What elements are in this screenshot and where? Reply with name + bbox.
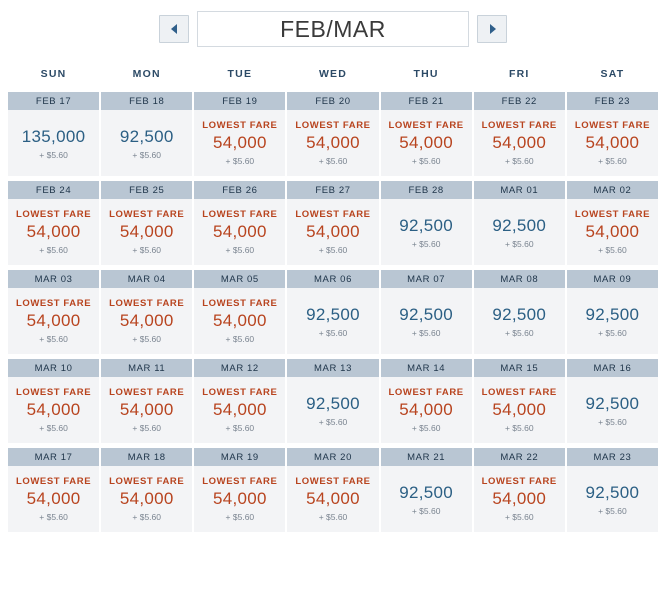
calendar-week [8, 181, 658, 265]
lowest-fare-label: LOWEST FARE [15, 476, 92, 487]
fare-amount: 54,000 [26, 222, 81, 241]
fare-amount: 92,500 [306, 393, 360, 413]
date-label: MAR 11 [101, 359, 192, 377]
lowest-fare-label: LOWEST FARE [109, 387, 185, 398]
date-label: FEB 19 [194, 92, 285, 110]
date-label: FEB 22 [474, 92, 565, 110]
date-label: MAR 03 [8, 270, 99, 288]
date-label: MAR 14 [381, 359, 472, 377]
date-label: FEB 24 [8, 181, 99, 199]
date-label: MAR 06 [287, 270, 378, 288]
calendar-week [8, 448, 658, 532]
fare-amount: 54,000 [212, 311, 267, 330]
weekday-sun: SUN [40, 68, 67, 80]
date-label: MAR 21 [381, 448, 472, 466]
fare-cell[interactable] [194, 377, 285, 443]
fare-tax: + $5.60 [132, 245, 162, 255]
lowest-fare-label: LOWEST FARE [481, 120, 557, 131]
lowest-fare-label: LOWEST FARE [388, 387, 464, 398]
weekday-sat: SAT [600, 68, 625, 80]
date-label: MAR 20 [287, 448, 378, 466]
lowest-fare-label: LOWEST FARE [15, 298, 92, 309]
date-header-row [8, 92, 658, 110]
fare-cell[interactable] [381, 110, 472, 176]
fare-tax: + $5.60 [411, 327, 441, 338]
fare-tax: + $5.60 [132, 334, 162, 344]
fare-cell[interactable] [8, 199, 99, 265]
fare-cell[interactable] [567, 466, 658, 532]
calendar-week [8, 270, 658, 354]
fare-tax: + $5.60 [411, 238, 441, 249]
fare-amount: 92,500 [306, 304, 360, 324]
date-label: MAR 10 [8, 359, 99, 377]
fare-amount: 54,000 [26, 311, 81, 330]
fare-cell[interactable] [8, 377, 99, 443]
date-label: MAR 07 [381, 270, 472, 288]
fare-amount: 92,500 [585, 482, 640, 502]
fare-amount: 54,000 [399, 133, 454, 152]
lowest-fare-label: LOWEST FARE [202, 209, 278, 220]
fare-cell[interactable] [381, 466, 472, 532]
fare-tax: + $5.60 [504, 156, 534, 166]
fare-tax: + $5.60 [132, 512, 162, 522]
date-label: MAR 13 [287, 359, 378, 377]
fare-row [8, 199, 658, 265]
lowest-fare-label: LOWEST FARE [15, 387, 92, 398]
fare-cell[interactable] [101, 110, 192, 176]
fare-amount: 54,000 [119, 400, 174, 419]
fare-amount: 54,000 [399, 400, 454, 419]
fare-tax: + $5.60 [132, 423, 162, 433]
fare-tax: + $5.60 [318, 327, 348, 338]
fare-amount: 92,500 [585, 393, 640, 413]
fare-cell[interactable] [101, 288, 192, 354]
fare-cell[interactable] [287, 377, 378, 443]
lowest-fare-label: LOWEST FARE [388, 120, 464, 131]
date-label: MAR 04 [101, 270, 192, 288]
lowest-fare-label: LOWEST FARE [295, 476, 371, 487]
fare-cell[interactable] [194, 466, 285, 532]
fare-amount: 54,000 [212, 133, 267, 152]
lowest-fare-label: LOWEST FARE [202, 476, 278, 487]
lowest-fare-label: LOWEST FARE [295, 120, 371, 131]
lowest-fare-label: LOWEST FARE [15, 209, 92, 220]
fare-amount: 92,500 [585, 304, 640, 324]
fare-cell[interactable] [567, 199, 658, 265]
fare-tax: + $5.60 [318, 512, 348, 522]
fare-tax: + $5.60 [504, 327, 534, 338]
date-header-row [8, 359, 658, 377]
calendar-week [8, 92, 658, 176]
fare-cell[interactable] [381, 377, 472, 443]
fare-row [8, 288, 658, 354]
lowest-fare-label: LOWEST FARE [481, 387, 557, 398]
fare-amount: 54,000 [212, 400, 267, 419]
fare-cell[interactable] [287, 199, 378, 265]
fare-amount: 54,000 [306, 489, 360, 508]
calendar-header [8, 6, 658, 52]
fare-tax: + $5.60 [39, 512, 68, 522]
previous-month-button[interactable] [159, 15, 189, 43]
fare-tax: + $5.60 [411, 505, 441, 516]
fare-cell[interactable] [474, 377, 565, 443]
weekday-tue: TUE [227, 68, 253, 80]
weekday-wed: WED [318, 68, 348, 80]
fare-amount: 92,500 [399, 482, 454, 502]
fare-cell[interactable] [474, 110, 565, 176]
fare-cell[interactable] [474, 288, 565, 354]
date-label: MAR 18 [101, 448, 192, 466]
fare-amount: 54,000 [26, 489, 81, 508]
fare-cell[interactable] [8, 466, 99, 532]
fare-row [8, 377, 658, 443]
fare-tax: + $5.60 [318, 416, 348, 427]
fare-tax: + $5.60 [132, 149, 162, 160]
weekday-mon: MON [132, 68, 161, 80]
fare-cell[interactable] [567, 377, 658, 443]
fare-amount: 92,500 [399, 304, 454, 324]
date-label: MAR 01 [474, 181, 565, 199]
chevron-right-icon [488, 24, 497, 34]
fare-tax: + $5.60 [598, 245, 627, 255]
month-title: FEB/MAR [197, 11, 469, 47]
fare-tax: + $5.60 [504, 423, 534, 433]
fare-tax: + $5.60 [504, 512, 534, 522]
date-label: FEB 20 [287, 92, 378, 110]
fare-amount: 54,000 [119, 311, 174, 330]
fare-tax: + $5.60 [225, 334, 255, 344]
date-label: MAR 08 [474, 270, 565, 288]
fare-calendar [0, 6, 666, 532]
date-label: MAR 19 [194, 448, 285, 466]
fare-tax: + $5.60 [411, 423, 441, 433]
calendar-weeks [8, 92, 658, 532]
fare-amount: 54,000 [212, 489, 267, 508]
fare-amount: 54,000 [212, 222, 267, 241]
fare-row [8, 466, 658, 532]
date-label: MAR 12 [194, 359, 285, 377]
date-header-row [8, 270, 658, 288]
fare-tax: + $5.60 [225, 512, 255, 522]
fare-tax: + $5.60 [225, 423, 255, 433]
fare-tax: + $5.60 [598, 505, 627, 516]
fare-cell[interactable] [474, 199, 565, 265]
fare-tax: + $5.60 [318, 156, 348, 166]
lowest-fare-label: LOWEST FARE [574, 209, 651, 220]
fare-amount: 92,500 [399, 215, 454, 235]
calendar-week [8, 359, 658, 443]
date-label: FEB 28 [381, 181, 472, 199]
weekday-fri: FRI [509, 68, 530, 80]
fare-amount: 54,000 [492, 133, 547, 152]
fare-cell[interactable] [287, 288, 378, 354]
fare-tax: + $5.60 [504, 238, 534, 249]
fare-cell[interactable] [8, 288, 99, 354]
lowest-fare-label: LOWEST FARE [202, 298, 278, 309]
date-label: FEB 27 [287, 181, 378, 199]
lowest-fare-label: LOWEST FARE [109, 476, 185, 487]
fare-cell[interactable] [381, 288, 472, 354]
fare-cell[interactable] [567, 110, 658, 176]
fare-row [8, 110, 658, 176]
fare-amount: 54,000 [585, 222, 640, 241]
fare-cell[interactable] [287, 466, 378, 532]
chevron-left-icon [170, 24, 179, 34]
date-label: FEB 21 [381, 92, 472, 110]
fare-cell[interactable] [194, 199, 285, 265]
fare-cell[interactable] [101, 466, 192, 532]
date-label: FEB 18 [101, 92, 192, 110]
fare-amount: 54,000 [585, 133, 640, 152]
fare-tax: + $5.60 [598, 416, 627, 427]
fare-cell[interactable] [474, 466, 565, 532]
fare-tax: + $5.60 [225, 156, 255, 166]
fare-cell[interactable] [287, 110, 378, 176]
fare-amount: 92,500 [492, 304, 547, 324]
next-month-button[interactable] [477, 15, 507, 43]
date-label: FEB 25 [101, 181, 192, 199]
fare-amount: 54,000 [306, 222, 360, 241]
fare-amount: 54,000 [119, 489, 174, 508]
lowest-fare-label: LOWEST FARE [295, 209, 371, 220]
fare-cell[interactable] [194, 288, 285, 354]
lowest-fare-label: LOWEST FARE [109, 209, 185, 220]
date-label: MAR 23 [567, 448, 658, 466]
fare-tax: + $5.60 [598, 327, 627, 338]
lowest-fare-label: LOWEST FARE [481, 476, 557, 487]
fare-tax: + $5.60 [225, 245, 255, 255]
fare-amount: 92,500 [492, 215, 547, 235]
weekday-header-row [8, 62, 658, 86]
fare-tax: + $5.60 [39, 423, 68, 433]
fare-tax: + $5.60 [411, 156, 441, 166]
date-label: MAR 02 [567, 181, 658, 199]
date-label: MAR 22 [474, 448, 565, 466]
fare-amount: 54,000 [26, 400, 81, 419]
fare-amount: 135,000 [21, 126, 86, 146]
lowest-fare-label: LOWEST FARE [574, 120, 651, 131]
fare-tax: + $5.60 [318, 245, 348, 255]
lowest-fare-label: LOWEST FARE [202, 387, 278, 398]
fare-cell[interactable] [567, 288, 658, 354]
fare-amount: 92,500 [119, 126, 174, 146]
fare-cell[interactable] [381, 199, 472, 265]
date-label: FEB 17 [8, 92, 99, 110]
fare-amount: 54,000 [492, 400, 547, 419]
fare-cell[interactable] [101, 199, 192, 265]
date-label: MAR 16 [567, 359, 658, 377]
date-label: MAR 05 [194, 270, 285, 288]
fare-amount: 54,000 [119, 222, 174, 241]
date-label: FEB 26 [194, 181, 285, 199]
fare-cell[interactable] [194, 110, 285, 176]
date-header-row [8, 448, 658, 466]
fare-tax: + $5.60 [598, 156, 627, 166]
date-label: MAR 09 [567, 270, 658, 288]
date-label: MAR 17 [8, 448, 99, 466]
fare-amount: 54,000 [492, 489, 547, 508]
date-header-row [8, 181, 658, 199]
fare-tax: + $5.60 [39, 149, 68, 160]
fare-cell[interactable] [101, 377, 192, 443]
fare-tax: + $5.60 [39, 334, 68, 344]
fare-cell[interactable] [8, 110, 99, 176]
date-label: FEB 23 [567, 92, 658, 110]
fare-tax: + $5.60 [39, 245, 68, 255]
fare-amount: 54,000 [306, 133, 360, 152]
lowest-fare-label: LOWEST FARE [109, 298, 185, 309]
lowest-fare-label: LOWEST FARE [202, 120, 278, 131]
weekday-thu: THU [413, 68, 439, 80]
date-label: MAR 15 [474, 359, 565, 377]
